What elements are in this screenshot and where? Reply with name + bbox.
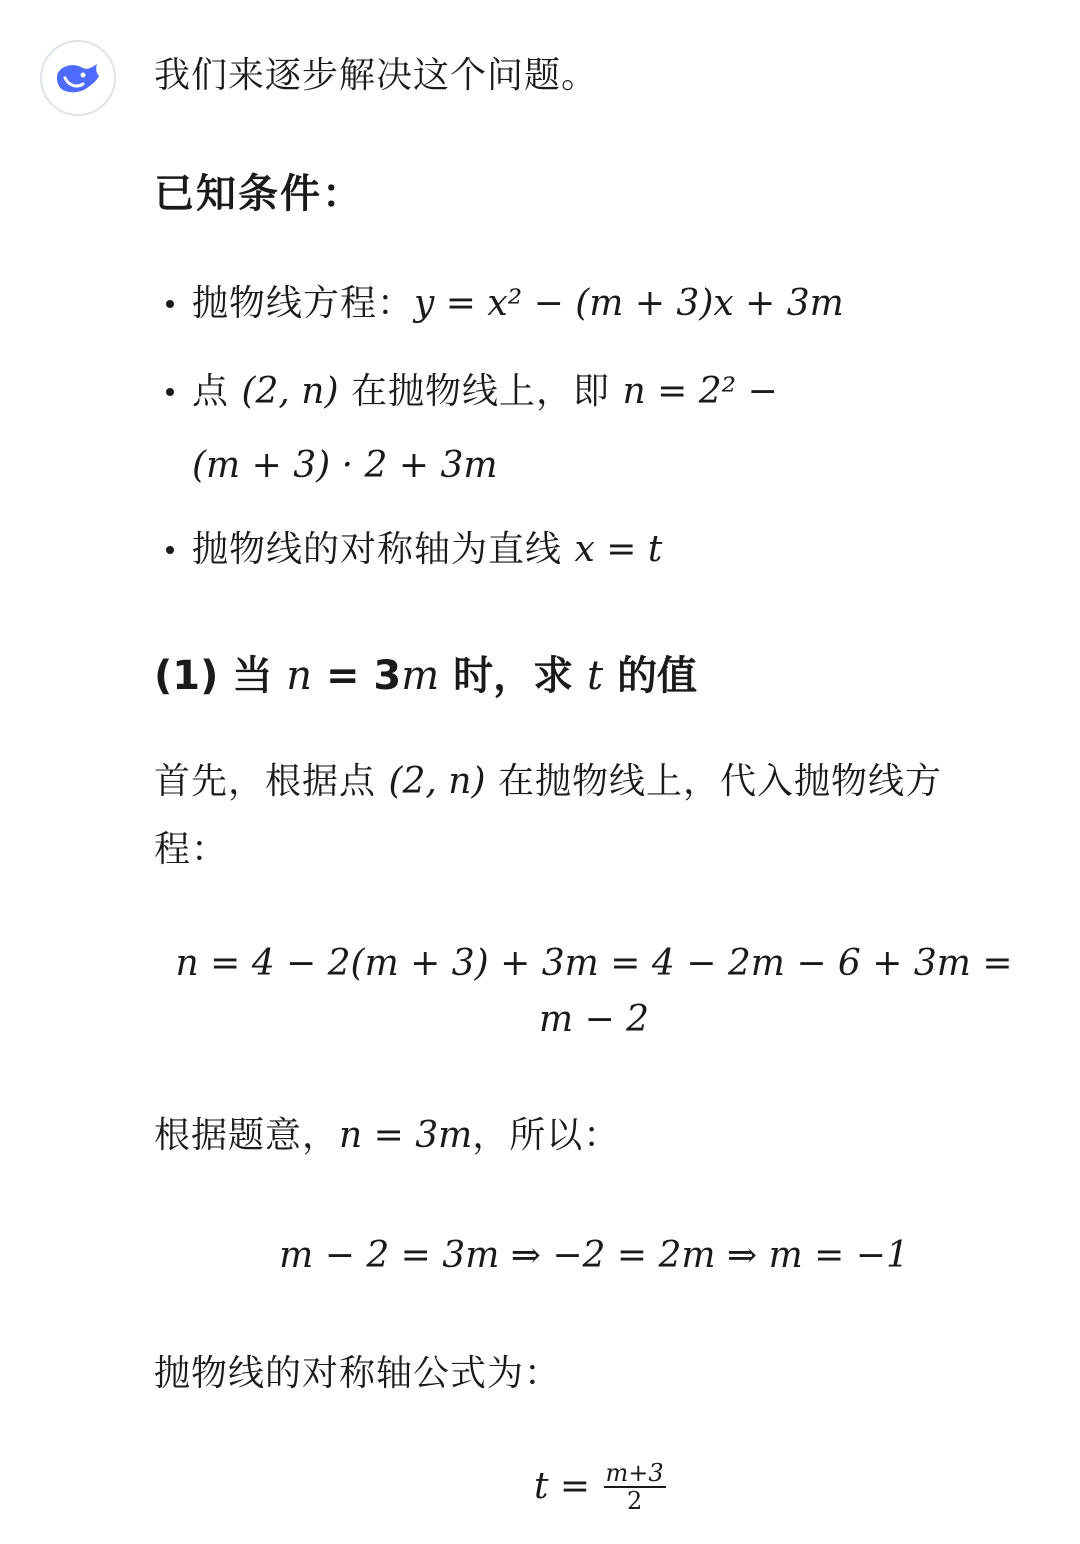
step1-line2: 程： — [154, 829, 229, 870]
part1-heading — [154, 644, 697, 701]
equation-1 — [154, 940, 1034, 1044]
parabola-equation — [414, 283, 844, 324]
parabola-equation-text: y = x² − (m + 3)x + 3m — [414, 283, 844, 324]
point-coord: (2, n) — [241, 371, 339, 412]
part1-heading-var: t — [587, 653, 604, 699]
assistant-avatar — [40, 40, 116, 116]
part1-heading-var: m — [401, 653, 440, 699]
bullet-dot — [166, 300, 174, 308]
equation-1-line1: n = 4 − 2(m + 3) + 3m = 4 − 2m − 6 + 3m = — [175, 943, 1013, 984]
bullet-label: 在抛物线上，即 — [351, 371, 611, 412]
point-equation-part2: (m + 3) · 2 + 3m — [192, 445, 498, 486]
equation-1-line2: m − 2 — [538, 999, 650, 1040]
fraction-denominator: 2 — [626, 1487, 643, 1515]
step1-line1 — [154, 758, 942, 806]
step1-text: 首先，根据点 — [154, 761, 377, 802]
axis-equation: x = t — [574, 529, 663, 570]
step1-text: 在抛物线上，代入抛物线方 — [498, 761, 943, 802]
bullet-label: 抛物线的对称轴为直线 — [192, 529, 563, 570]
step2-line — [154, 1112, 620, 1160]
equation-2: m − 2 = 3m ⇒ −2 = 2m ⇒ m = −1 — [279, 1235, 909, 1276]
part1-heading-var: n — [286, 653, 313, 699]
bullet-label: 抛物线方程： — [192, 283, 415, 324]
step3-line: 抛物线的对称轴公式为： — [154, 1353, 562, 1394]
fraction — [604, 1460, 666, 1514]
step2-text: ，所以： — [472, 1115, 621, 1156]
step2-text: 根据题意， — [154, 1115, 340, 1156]
known-heading: 已知条件： — [154, 171, 364, 217]
bullet-label: 点 — [192, 371, 230, 412]
equation-3 — [534, 1460, 666, 1514]
equation-3-lhs: t = — [534, 1466, 591, 1507]
part1-heading-text: 的值 — [617, 653, 698, 699]
fraction-numerator: m+3 — [605, 1459, 664, 1487]
step1-math: (2, n) — [388, 761, 486, 802]
bullet-dot — [166, 388, 174, 396]
whale-logo-icon — [53, 58, 103, 98]
part1-heading-text: (1) 当 — [154, 653, 273, 699]
point-equation-part1: n = 2² − — [622, 371, 778, 412]
intro-text: 我们来逐步解决这个问题。 — [154, 55, 599, 96]
bullet-dot — [166, 546, 174, 554]
step2-math: n = 3m — [339, 1115, 473, 1156]
part1-heading-text: 时，求 — [439, 653, 574, 699]
part1-heading-text: = 3 — [312, 653, 402, 699]
